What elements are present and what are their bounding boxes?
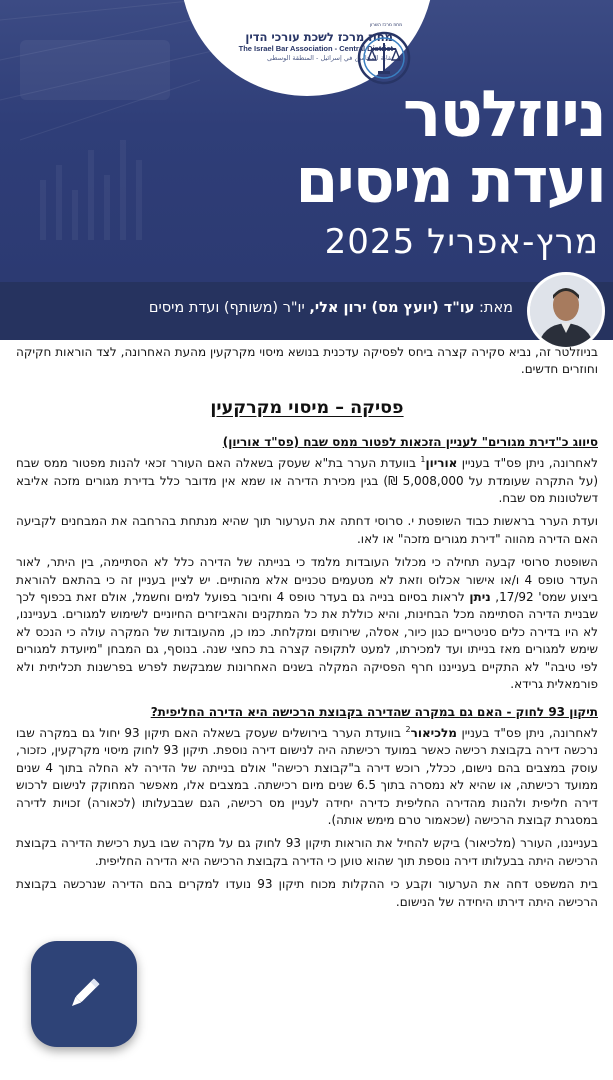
org-name-english: The Israel Bar Association - Central District: [238, 44, 393, 53]
pencil-icon: [64, 974, 104, 1014]
emblem-caption: מחוז מרכז השרון: [369, 23, 403, 28]
person-photo-icon: [530, 275, 602, 347]
issue-date: מרץ-אפריל 2025: [324, 222, 599, 262]
section-title: פסיקה – מיסוי מקרקעין: [210, 397, 404, 418]
case2-paragraph-2: בענייננו, העורר (מלכיאור) ביקש להחיל את הוראות תיקון 93 לחוק גם על מקרה שבו בעת רכישת הדירה בקבוצת הרכישה היתה בבעלותו דירה נוספת תוך שהוא טוען כי הדירה בקבוצת הרכישה היא הדירה החליפית.: [16, 836, 598, 868]
author-line: [13, 296, 513, 320]
footnote-ref-1[interactable]: 1: [420, 455, 426, 465]
case1-p1-lead: לאחרונה, ניתן פס"ד בעניין: [461, 456, 598, 471]
case1-paragraph-1: [16, 455, 598, 507]
case2-paragraph-1: [16, 725, 598, 829]
newsletter-body: [16, 344, 598, 917]
case1-p3-lead: השופטת סרוסי קבעה תחילה כי מכלול העובדות מלמד כי בנייתה של הדירה כלל לא הסתיימה, בין היתר, לאור העדר טופס 4 ו/או אישור אכלוס וזאת לא מטעמים טכניים אלא מהותיים. יש לציין בעניין זה כי בהתאם להוראת ביצוע שמס' 17/92,: [16, 555, 598, 605]
case1-p3-text: לראות בסיום בנייה גם בעדר טופס 4 וחיבור בפועל למים וחשמל, אולם זאת בכפוף לכך שבניית הדירה הסתיימה מכל הבחינות, והיא כוללת את כל המתקנים והאביזרים החיוניים לשימוש למגורים. בענייננו, לא היו בדירה כלים סניטריים כגון כיור, אסלה, שירותים ומקלחת. כמו כן, מהעובדות של המקרה עולה כי הנכס לא שימש למגורים מאז בנייתו ועד למכירתו, למעט לתקופה קצרה בת כחצי שנה. בנוסף, גם המבחן "מיועדת למגורים לפי טיבה" לא התקיים בענייננו חרף הפסיקה המקלה בשנים האחרונות שמבקשת לפרש בפרשנות תכליתית ולא פורמאלית גרידא.: [16, 590, 598, 692]
case1-p1-text: בוועדת הערר בת"א שעסק בשאלה האם העורר זכאי להנות מפטור ממס שבח (על התקרה שעומדת על 5,008,000 ₪) בגין מכירת הדירה או שמא אין מדובר כלל בדירת מגורים מזכה אליבא דשלטונות מס שבח.: [16, 456, 599, 506]
newsletter-hero: [0, 0, 613, 282]
org-name-arabic: نقابة المحامين في إسرائيل - المنطقة الوسطى: [266, 54, 393, 62]
case2-heading: תיקון 93 לחוק - האם גם במקרה שהדירה בקבוצת הרכישה היא הדירה החליפית?: [150, 704, 598, 719]
case2-case-name: מלכיאור: [410, 725, 457, 740]
author-avatar: [527, 272, 605, 350]
case1-paragraph-3: [16, 554, 598, 693]
intro-paragraph: בניוזלטר זה, נביא סקירה קצרה ביחס לפסיקה עדכנית בנושא מיסוי מקרקעין מהעת האחרונה, לצד הוראות חקיקה וחוזרים חדשים.: [16, 345, 598, 377]
case2-p1-text: בוועדת הערר בירושלים שעסק בשאלה האם תיקון 93 יחול גם במקרה שבו נרכשה דירה בקבוצת רכישה כאשר במועד רכישתה היה לנישום דירה נוספת. תיקון 93 לחוק מיסוי מקרקעין, כזכור, עוסק במצבים בהם נישום, ככלל, רוכש דירה ב"קבוצת רכישה" אולם בנייתה של הדירה לא החלה בתוך 4 שנים ממועד רכישתה, או שהיא לא נמסרה בתוך 6.5 שנים מיום רכישתה. במצבים אלו, מאפשר המחוקק לנישום לרכוש דירה חליפית ולהנות מהדירה החליפית כדירה יחידה לעניין מס רכישה, הגם שבבעלותו (לכאורה) זכויות לדירה במסגרת קבוצת הרכישה (שכאמור טרם מימש אותה).: [16, 725, 598, 827]
case1-p3-emphasis: ניתן: [469, 590, 491, 605]
case1-heading: סיווג כ"דירת מגורים" לעניין הזכאות לפטור ממס שבח (פס"ד אוריון): [222, 434, 598, 449]
committee-title: ועדת מיסים: [295, 144, 605, 217]
footnote-ref-2[interactable]: 2: [405, 724, 411, 734]
case2-p1-lead: לאחרונה, ניתן פס"ד בעניין: [461, 725, 598, 740]
edit-fab-button[interactable]: [31, 941, 137, 1047]
author-prefix: מאת:: [479, 300, 513, 316]
case1-case-name: אוריון: [425, 456, 458, 471]
org-name-hebrew: מחוז מרכז לשכת עורכי הדין: [245, 30, 393, 44]
case2-paragraph-3: בית המשפט דחה את הערעור וקבע כי ההקלות מכוח תיקון 93 נועדו למקרים בהם הדירה שנרכשה בקבוצת הרכישה היתה דירתו היחידה של הנישום.: [16, 877, 598, 909]
case1-paragraph-2: ועדת הערר בראשות כבוד השופטת י. סרוסי דחתה את הערעור תוך שהיא מנתחת בהרחבה את המבחנים לקביעה האם הדירה מהווה "דירת מגורים מזכה" או לאו.: [16, 514, 598, 546]
author-name: עו"ד (יועץ מס) ירון אלי,: [309, 300, 475, 316]
author-role: יו"ר (משותף) ועדת מיסים: [148, 300, 305, 316]
newsletter-title: ניוזלטר: [402, 78, 605, 152]
